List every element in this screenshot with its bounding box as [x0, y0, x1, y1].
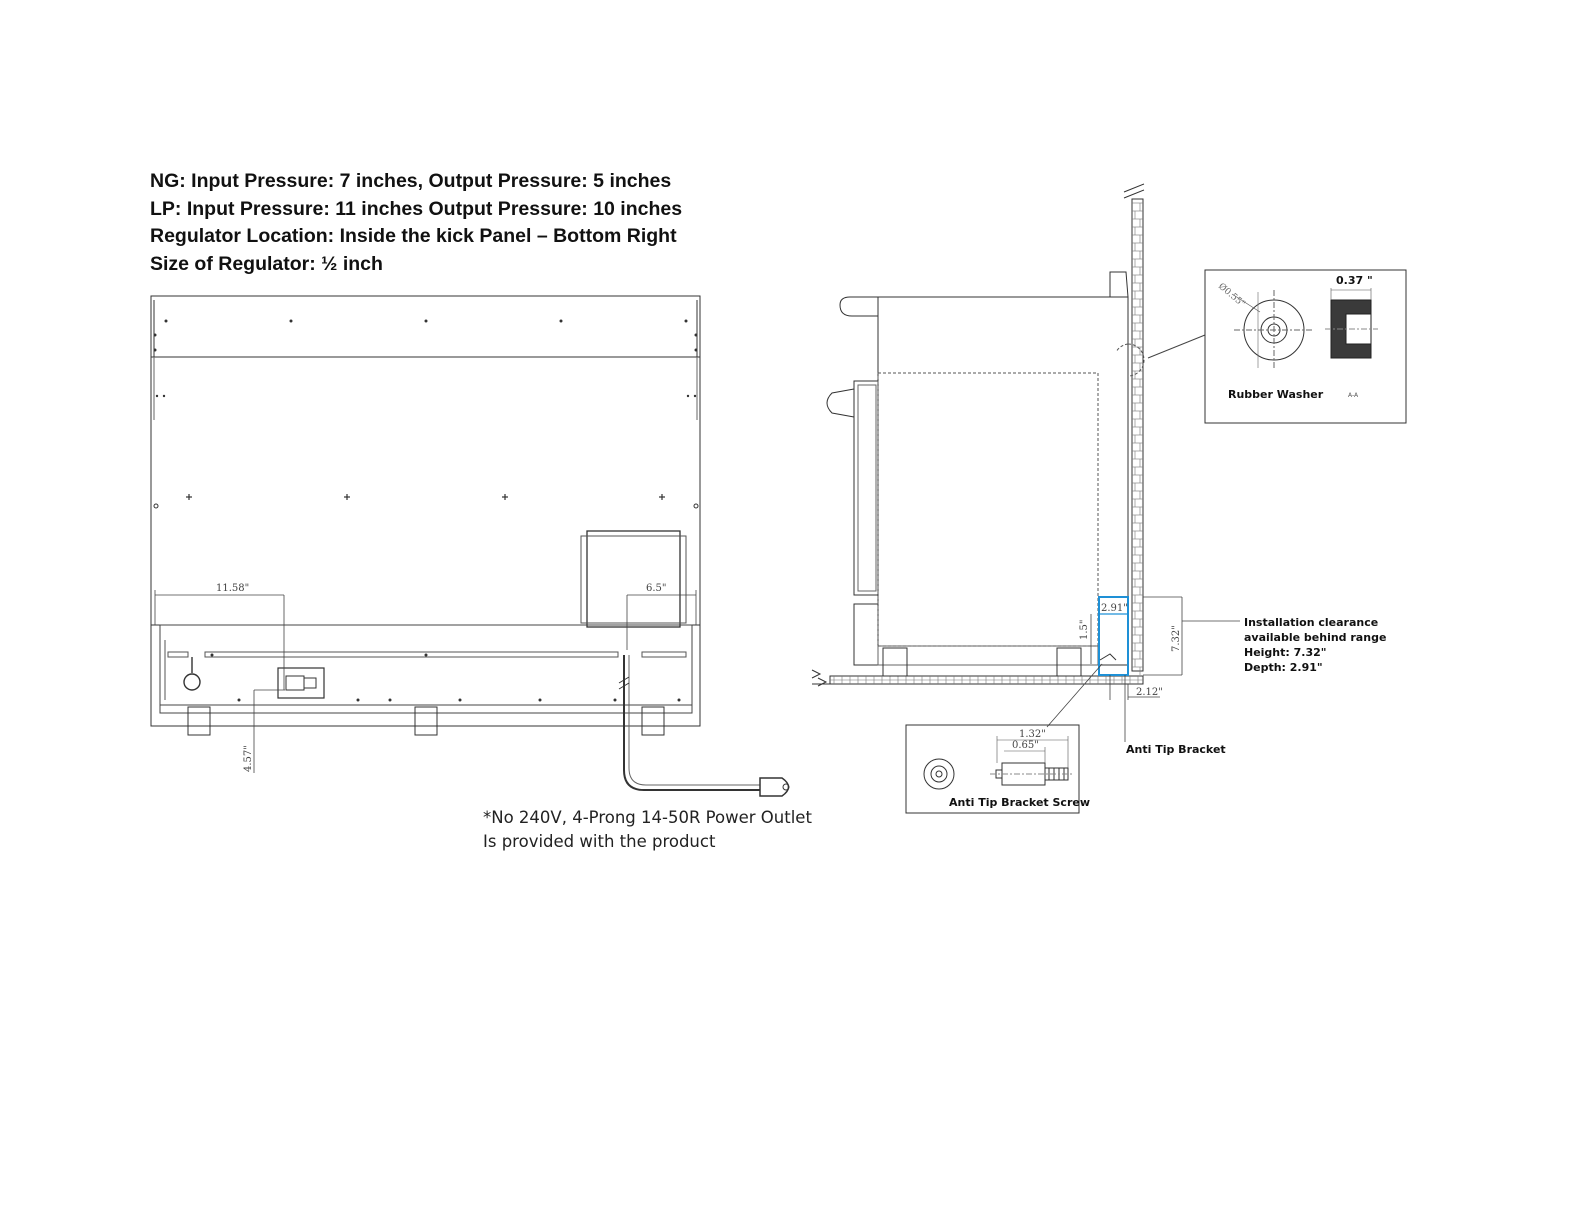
side-dim-depth: 2.91" — [1101, 603, 1128, 614]
rear-dim-height: 4.57" — [243, 745, 254, 772]
clearance-line2: available behind range — [1244, 631, 1387, 644]
side-dim-bracket: 1.5" — [1079, 619, 1090, 640]
regulator-size-spec: Size of Regulator: ½ inch — [150, 252, 383, 275]
anti-tip-screw-detail — [906, 725, 1090, 813]
rear-dim-left: 11.58" — [216, 583, 250, 594]
screw-dim-length: 1.32" — [1019, 729, 1046, 740]
ng-pressure-spec: NG: Input Pressure: 7 inches, Output Pressure: 5 inches — [150, 170, 672, 192]
washer-diameter: Ø0.55" — [1216, 281, 1247, 310]
regulator-location-spec: Regulator Location: Inside the kick Panel – Bottom Right — [150, 225, 677, 247]
rear-dim-right: 6.5" — [646, 583, 667, 594]
rubber-washer-detail — [1205, 270, 1406, 423]
clearance-line1: Installation clearance — [1244, 616, 1379, 629]
floor-bricks — [830, 676, 1143, 684]
lp-pressure-spec: LP: Input Pressure: 11 inches Output Pressure: 10 inches — [150, 197, 683, 220]
clearance-height: Height: 7.32" — [1244, 646, 1327, 659]
screw-label: Anti Tip Bracket Screw — [949, 796, 1090, 809]
power-outlet-note-line2: Is provided with the product — [483, 832, 716, 851]
side-dim-floor: 2.12" — [1136, 687, 1163, 698]
side-dim-height: 7.32" — [1171, 625, 1182, 652]
washer-thickness: 0.37 " — [1336, 274, 1373, 287]
power-outlet-note-line1: *No 240V, 4-Prong 14-50R Power Outlet — [483, 808, 812, 827]
rear-view — [151, 296, 789, 796]
anti-tip-bracket-label: Anti Tip Bracket — [1126, 743, 1226, 756]
washer-section: A-A — [1348, 392, 1359, 399]
washer-label: Rubber Washer — [1228, 388, 1324, 401]
wall-bricks — [1132, 203, 1143, 675]
clearance-depth: Depth: 2.91" — [1244, 661, 1323, 674]
screw-dim-shank: 0.65" — [1012, 740, 1039, 751]
